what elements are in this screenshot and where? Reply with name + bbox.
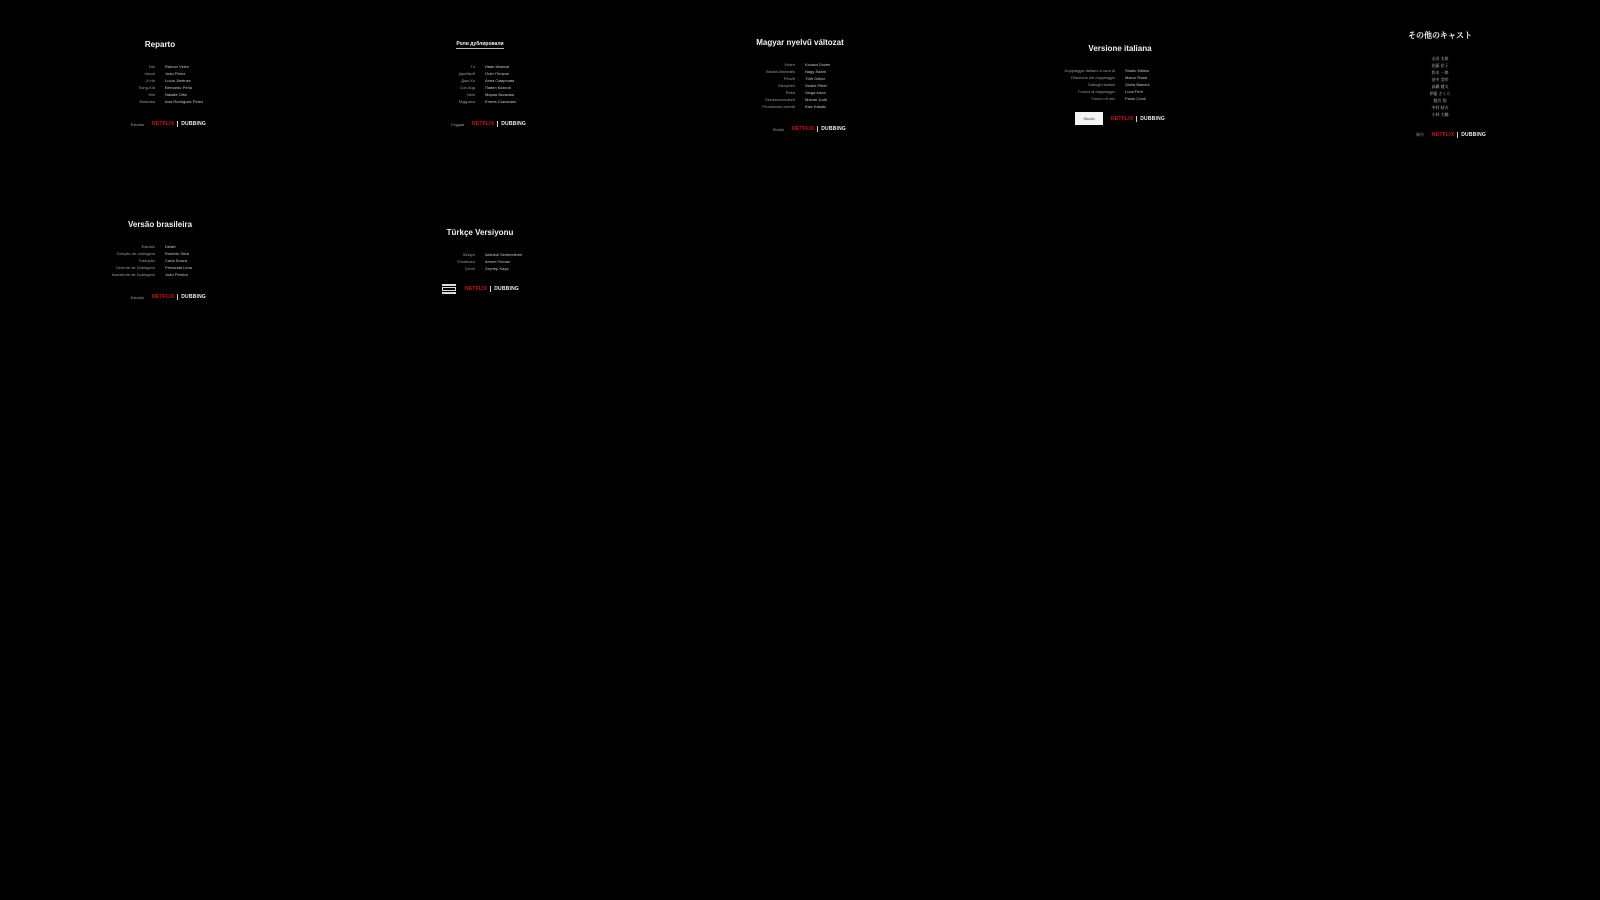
role-name: Ji-Ho — [145, 78, 155, 83]
credits-card-tr — [370, 228, 590, 294]
credits-list — [370, 63, 590, 105]
actor-name: 伊藤 さくら — [1429, 91, 1451, 96]
actor-name: Carla Souza — [165, 258, 188, 263]
actor-name: Анна Смирнова — [485, 78, 515, 83]
card-footer — [50, 294, 270, 300]
netflix-dubbing-logo — [152, 121, 206, 127]
card-title — [370, 38, 590, 49]
credit-row — [690, 96, 910, 103]
actor-name: Lucía Jiménez — [165, 78, 191, 83]
credits-card-ja — [1330, 30, 1550, 138]
netflix-wordmark: NETFLIX — [472, 121, 495, 127]
credits-card-pt — [50, 220, 270, 300]
role-name: Assistente de Dublagem — [111, 272, 155, 277]
netflix-wordmark: NETFLIX — [465, 286, 488, 292]
credit-row — [370, 258, 590, 265]
card-footer — [370, 284, 590, 294]
credit-row — [50, 264, 270, 271]
logo-divider — [1457, 132, 1458, 138]
card-title-text: Роли дублировали — [456, 41, 504, 47]
credit-row — [1010, 67, 1230, 74]
netflix-wordmark: NETFLIX — [152, 121, 175, 127]
role-name: Produkciós vezető — [762, 104, 795, 109]
logo-divider — [177, 294, 178, 300]
studio-credit: Студия — [450, 121, 465, 127]
role-name: Direção de dublagem — [116, 251, 155, 256]
role-name: Джейкоб — [458, 71, 475, 76]
credit-row — [370, 251, 590, 258]
studio-logo-box: Studio — [1075, 112, 1103, 125]
credit-row — [50, 271, 270, 278]
card-footer — [690, 126, 910, 132]
role-name: Szinkronrendező — [764, 97, 795, 102]
credit-row — [50, 63, 270, 70]
role-name: Tradução — [138, 258, 155, 263]
card-title: Versão brasileira — [127, 220, 193, 229]
credit-row — [50, 243, 270, 250]
studio-credit: 制作 — [1416, 132, 1425, 137]
netflix-dubbing-logo — [792, 126, 846, 132]
role-name: Stüdyo — [462, 252, 475, 257]
actor-name: Ramón Vélez — [165, 64, 190, 69]
studio-credit: Estúdio — [130, 294, 145, 300]
actor-name: Павел Козлов — [485, 85, 511, 90]
credit-row — [50, 257, 270, 264]
role-name: Baráth-Benedek — [766, 69, 795, 74]
actor-name: Roberto Silva — [165, 251, 190, 256]
role-name: Direzione del doppiaggio — [1070, 75, 1115, 80]
role-name: Fonico di mix — [1091, 96, 1115, 101]
credit-row — [50, 98, 270, 105]
studio-logo-icon — [441, 284, 457, 294]
credit-row — [1330, 55, 1550, 62]
actor-name: 中村 結衣 — [1431, 105, 1449, 110]
actor-name: Szabó Péter — [805, 83, 828, 88]
credit-row — [50, 91, 270, 98]
studio-credit: Stúdió — [772, 126, 785, 132]
credit-row — [50, 250, 270, 257]
credits-list — [1330, 55, 1550, 118]
credit-row — [370, 98, 590, 105]
credit-row — [50, 70, 270, 77]
dubbing-wordmark: DUBBING — [821, 126, 846, 132]
studio-credit: Estudio — [130, 121, 145, 127]
credit-row — [1330, 69, 1550, 76]
credit-row — [690, 82, 910, 89]
credit-row — [1330, 97, 1550, 104]
dubbing-wordmark: DUBBING — [181, 121, 206, 127]
credit-row — [1330, 90, 1550, 97]
credits-list — [690, 61, 910, 110]
actor-name: Nagy Ádám — [805, 69, 826, 74]
actor-name: Елена Соколова — [485, 99, 516, 104]
credit-row — [370, 265, 590, 272]
logo-bar — [442, 292, 456, 294]
card-footer — [1010, 112, 1230, 125]
credit-row — [1010, 88, 1230, 95]
actor-name: 高橋 健太 — [1431, 84, 1449, 89]
actor-name: Олег Петров — [485, 71, 509, 76]
credit-row — [690, 89, 910, 96]
role-name: Gerente de Dublagem — [115, 265, 155, 270]
credits-card-reparto — [50, 40, 270, 127]
card-footer — [370, 121, 590, 127]
dubbing-wordmark: DUBBING — [1140, 115, 1165, 122]
card-title: その他のキャスト — [1408, 31, 1472, 40]
netflix-dubbing-logo — [1432, 132, 1486, 138]
credit-row — [1330, 76, 1550, 83]
actor-name: Иван Иванов — [485, 64, 510, 69]
netflix-dubbing-logo — [1111, 116, 1165, 122]
role-name: Doppiaggio italiano a cura di — [1064, 68, 1115, 73]
role-name: Jacob — [144, 71, 155, 76]
actor-name: Bernardo Peña — [165, 85, 192, 90]
dubbing-wordmark: DUBBING — [1461, 132, 1486, 138]
dubbing-wordmark: DUBBING — [501, 121, 526, 127]
credit-row — [690, 103, 910, 110]
actor-name: Zeynep Kaya — [485, 266, 509, 271]
logo-divider — [490, 286, 491, 292]
role-name: Mudrasa — [139, 99, 155, 104]
role-name: Çeviri — [464, 266, 475, 271]
credit-row — [370, 84, 590, 91]
role-name: Tae — [148, 64, 155, 69]
actor-name: 山田 太郎 — [1431, 56, 1449, 61]
actor-name: Fernanda Lima — [165, 265, 192, 270]
role-name: Мин — [467, 92, 475, 97]
actor-name: Kovács Eszter — [805, 62, 831, 67]
actor-name: Delart — [165, 244, 176, 249]
netflix-wordmark: NETFLIX — [792, 126, 815, 132]
credit-row — [1010, 95, 1230, 102]
actor-name: João Pereira — [165, 272, 188, 277]
actor-name: Studio Milano — [1125, 68, 1150, 73]
credits-list — [50, 243, 270, 278]
actor-name: 小林 大輔 — [1431, 112, 1449, 117]
actor-name: 田中 美咲 — [1431, 77, 1449, 82]
actor-name: Natalia Ortiz — [165, 92, 188, 97]
credit-row — [1330, 111, 1550, 118]
netflix-dubbing-logo — [472, 121, 526, 127]
card-title: Reparto — [144, 40, 176, 49]
logo-bar — [442, 284, 456, 286]
actor-name: Kiss Katalin — [805, 104, 826, 109]
logo-divider — [1136, 116, 1137, 122]
role-name: Мудраса — [458, 99, 475, 104]
credit-row — [690, 68, 910, 75]
role-name: Min — [148, 92, 155, 97]
role-name: Джи-Хо — [461, 78, 475, 83]
actor-name: Luca Ferri — [1125, 89, 1144, 94]
actor-name: Ana Rodríguez Pérez — [165, 99, 204, 104]
actor-name: Ahmet Yılmaz — [485, 259, 510, 264]
credit-row — [1010, 81, 1230, 88]
role-name: Сон-Кид — [459, 85, 475, 90]
role-name: Vivien — [784, 62, 795, 67]
dubbing-wordmark: DUBBING — [494, 286, 519, 292]
credit-row — [690, 75, 910, 82]
credits-card-it — [1010, 44, 1230, 125]
dubbing-wordmark: DUBBING — [181, 294, 206, 300]
actor-name: İstanbul Seslendirme — [485, 252, 523, 257]
actor-name: Paolo Conti — [1125, 96, 1146, 101]
role-name: Yönetmen — [456, 259, 475, 264]
credit-row — [370, 70, 590, 77]
card-title: Versione italiana — [1088, 44, 1152, 53]
role-name: Sung-Kid — [138, 85, 155, 90]
credit-row — [370, 63, 590, 70]
role-name: Dialoghi italiani — [1088, 82, 1115, 87]
netflix-wordmark: NETFLIX — [1111, 115, 1134, 122]
role-name: Тэ — [470, 64, 475, 69]
credits-card-ru — [370, 38, 590, 127]
actor-name: Мария Волкова — [485, 92, 514, 97]
netflix-dubbing-logo — [465, 286, 519, 292]
credit-row — [1010, 74, 1230, 81]
role-name: Fonico di doppiaggio — [1078, 89, 1115, 94]
netflix-dubbing-logo — [152, 294, 206, 300]
card-footer — [50, 121, 270, 127]
credit-row — [370, 91, 590, 98]
actor-name: Tóth Gábor — [805, 76, 826, 81]
logo-divider — [177, 121, 178, 127]
credits-list — [370, 251, 590, 272]
netflix-wordmark: NETFLIX — [1432, 132, 1455, 138]
credit-row — [1330, 104, 1550, 111]
actor-name: Marco Rossi — [1125, 75, 1148, 80]
credit-row — [370, 77, 590, 84]
card-title: Türkçe Versiyonu — [446, 228, 514, 237]
role-name: Menyhért — [778, 83, 795, 88]
role-name: Réka — [785, 90, 795, 95]
card-footer — [1330, 132, 1550, 138]
credits-list — [50, 63, 270, 105]
actor-name: Varga Anna — [805, 90, 826, 95]
credit-row — [50, 77, 270, 84]
credit-row — [50, 84, 270, 91]
card-title: Magyar nyelvű változat — [756, 38, 844, 47]
actor-name: Giulia Bianchi — [1125, 82, 1150, 87]
credit-row — [1330, 62, 1550, 69]
role-name: Estúdio — [141, 244, 155, 249]
actor-name: 鈴木 一郎 — [1431, 70, 1449, 75]
logo-divider — [497, 121, 498, 127]
logo-divider — [817, 126, 818, 132]
actor-name: 佐藤 花子 — [1431, 63, 1449, 68]
netflix-wordmark: NETFLIX — [152, 294, 175, 300]
logo-box — [442, 287, 456, 291]
credit-row — [1330, 83, 1550, 90]
actor-name: Juan Pérez — [165, 71, 186, 76]
credit-row — [690, 61, 910, 68]
credits-card-hu — [690, 38, 910, 132]
actor-name: 渡辺 翔 — [1433, 98, 1447, 103]
credits-list — [1010, 67, 1230, 102]
actor-name: Molnár Judit — [805, 97, 827, 102]
role-name: Pénzfi — [783, 76, 795, 81]
